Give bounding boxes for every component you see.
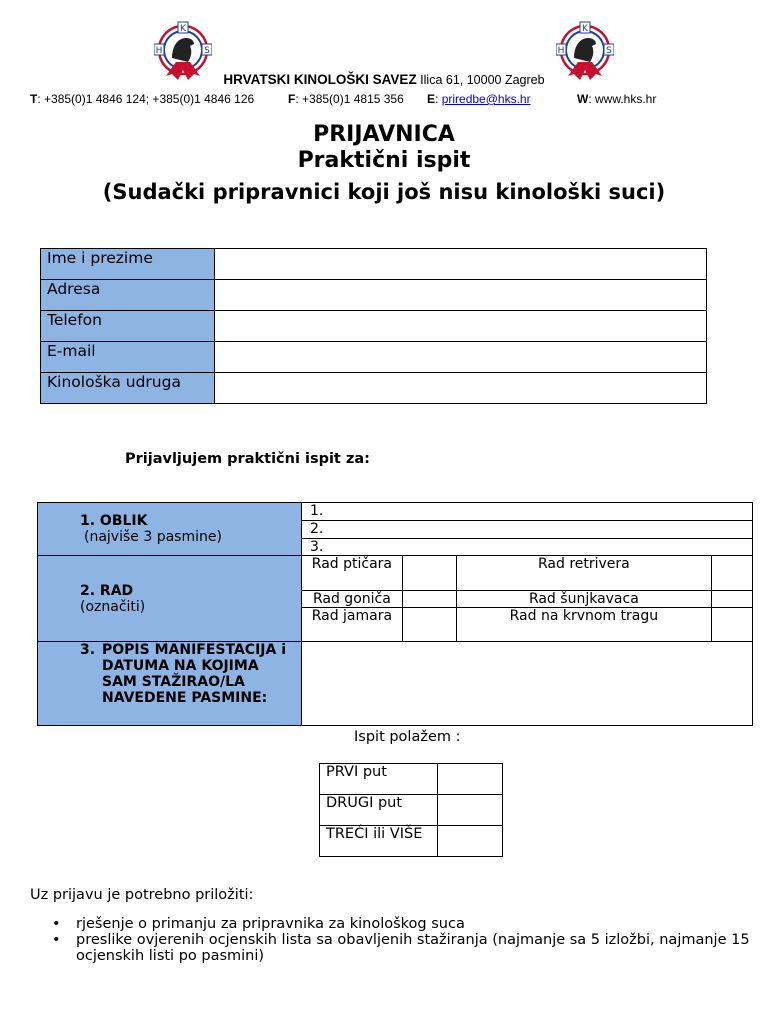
rad-krvni-trag-label: Rad na krvnom tragu <box>456 608 711 642</box>
oblik-cell <box>38 503 302 556</box>
fax-label: F <box>288 92 296 106</box>
phone-label: T <box>30 92 38 106</box>
table-row <box>320 826 503 857</box>
org-address: Ilica 61, 10000 Zagreb <box>420 73 545 87</box>
form-audience: (Sudački pripravnici koji još nisu kinološki suci) <box>102 180 666 204</box>
rad-ptičara-checkbox[interactable] <box>402 556 456 591</box>
rad-cell <box>38 556 302 642</box>
rad-jamara-label: Rad jamara <box>301 608 402 642</box>
table-row <box>41 373 707 404</box>
logo-letter-h: H <box>557 46 565 56</box>
rad-title: 2. RAD <box>80 582 134 599</box>
table-row <box>38 503 753 521</box>
email-field[interactable] <box>215 342 707 373</box>
rad-šunjkavaca-checkbox[interactable] <box>712 591 753 608</box>
table-row <box>41 311 707 342</box>
attempt-second-label: DRUGI put <box>320 795 438 826</box>
web-value: : www.hks.hr <box>588 92 657 106</box>
fax-value: : +385(0)1 4815 356 <box>295 92 404 106</box>
bullet-icon: • <box>52 932 61 948</box>
rad-retrivera-checkbox[interactable] <box>712 556 753 591</box>
rad-goniča-checkbox[interactable] <box>402 591 456 608</box>
bullet-icon: • <box>52 916 61 932</box>
logo-letter-h: H <box>155 46 163 56</box>
attachments-list <box>52 916 752 964</box>
form-title: PRIJAVNICA <box>313 122 455 147</box>
popis-text: POPIS MANIFESTACIJA i DATUMA NA KOJIMA SAM STAŽIRAO/LA NAVEDENE PASMINE: <box>102 642 286 706</box>
phone-field[interactable] <box>215 311 707 342</box>
table-row <box>41 280 707 311</box>
org-name: HRVATSKI KINOLOŠKI SAVEZ <box>223 72 417 87</box>
rad-šunjkavaca-label: Rad šunjkavaca <box>456 591 711 608</box>
applicant-table <box>40 248 707 404</box>
attempt-first-label: PRVI put <box>320 764 438 795</box>
attempt-first-checkbox[interactable] <box>438 764 503 795</box>
table-row <box>320 795 503 826</box>
exam-table <box>37 502 753 726</box>
popis-cell <box>38 642 302 726</box>
name-field[interactable] <box>215 249 707 280</box>
breed-line-1[interactable]: 1. <box>301 503 752 521</box>
table-row <box>320 764 503 795</box>
club-label: Kinološka udruga <box>41 373 215 404</box>
rad-retrivera-label: Rad retrivera <box>456 556 711 591</box>
attempt-table <box>319 763 503 857</box>
rad-goniča-label: Rad goniča <box>301 591 402 608</box>
rad-jamara-checkbox[interactable] <box>402 608 456 642</box>
breed-line-3[interactable]: 3. <box>301 539 752 556</box>
attempt-third-label: TREĆI ili VIŠE <box>320 826 438 857</box>
email-link[interactable]: priredbe@hks.hr <box>441 92 531 106</box>
phone-field-label: Telefon <box>41 311 215 342</box>
club-field[interactable] <box>215 373 707 404</box>
attempt-third-checkbox[interactable] <box>438 826 503 857</box>
rad-ptičara-label: Rad ptičara <box>301 556 402 591</box>
address-label: Adresa <box>41 280 215 311</box>
form-subtitle: Praktični ispit <box>297 148 471 173</box>
rad-krvni-trag-checkbox[interactable] <box>712 608 753 642</box>
popis-number: 3. <box>80 642 96 658</box>
logo-letter-k: K <box>582 24 588 34</box>
list-item <box>52 916 752 932</box>
popis-field[interactable] <box>301 642 752 726</box>
breed-line-2[interactable]: 2. <box>301 521 752 539</box>
phone-value: : +385(0)1 4846 124; +385(0)1 4846 126 <box>37 92 255 106</box>
exam-heading: Prijavljujem praktični ispit za: <box>125 451 370 467</box>
list-item <box>52 932 752 964</box>
email-line <box>427 92 531 106</box>
name-label: Ime i prezime <box>41 249 215 280</box>
email-field-label: E-mail <box>41 342 215 373</box>
logo-letter-k: K <box>180 24 186 34</box>
table-row <box>41 342 707 373</box>
table-row <box>38 642 753 726</box>
logo-letter-s: S <box>204 46 210 56</box>
oblik-note: (najviše 3 pasmine) <box>84 529 222 545</box>
table-row <box>41 249 707 280</box>
fax-line <box>288 92 404 106</box>
table-row <box>38 556 753 591</box>
rad-note: (označiti) <box>80 598 146 615</box>
attachments-intro: Uz prijavu je potrebno priložiti: <box>30 887 254 903</box>
web-line <box>577 92 656 106</box>
logo-letter-s: S <box>606 46 612 56</box>
email-separator: : <box>435 92 442 106</box>
phone-line <box>30 92 254 106</box>
attachment-1: rješenje o primanju za pripravnika za kinološkog suca <box>76 916 465 932</box>
web-label: W <box>577 92 589 106</box>
attempt-label: Ispit polažem : <box>354 729 461 745</box>
attachment-2: preslike ovjerenih ocjenskih lista sa obavljenih stažiranja (najmanje sa 5 izložbi, najmanje 15 ocjenskih listi po pasmini) <box>76 932 750 964</box>
email-label: E <box>427 92 436 106</box>
letterhead-org <box>0 72 768 87</box>
oblik-title: 1. OBLIK <box>80 513 148 529</box>
attempt-second-checkbox[interactable] <box>438 795 503 826</box>
address-field[interactable] <box>215 280 707 311</box>
